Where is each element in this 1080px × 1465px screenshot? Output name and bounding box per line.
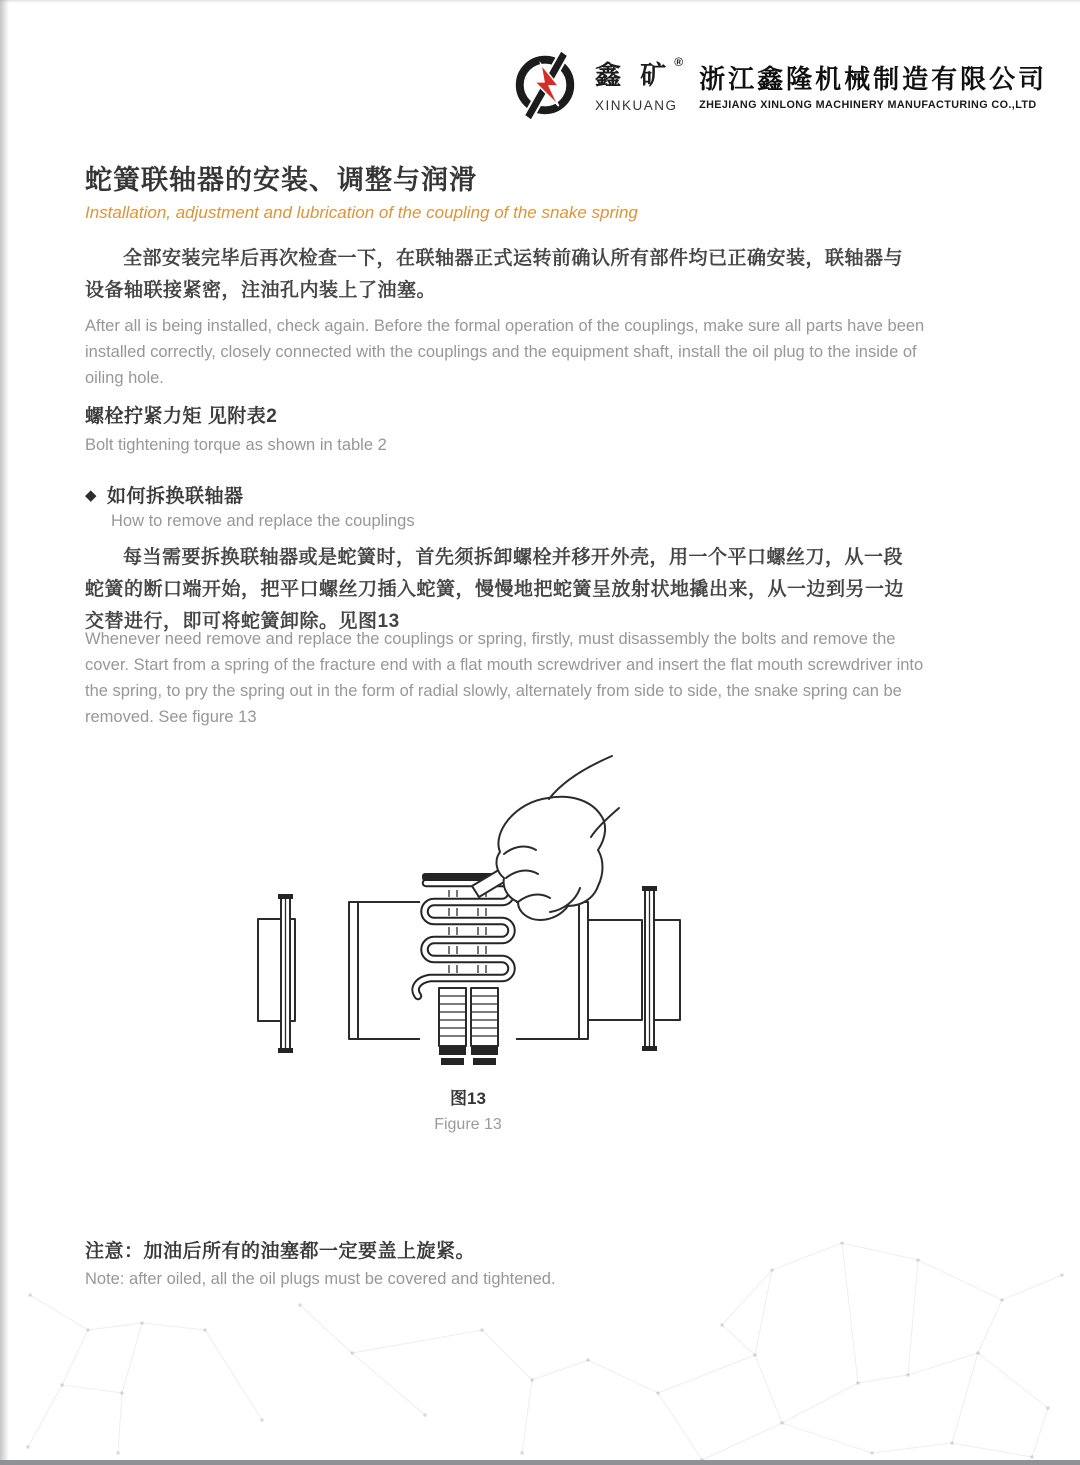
figure-caption (268, 1084, 668, 1134)
coupling-drawing (250, 742, 850, 1082)
bolt-torque-heading-cn: 螺栓拧紧力矩 见附表2 (85, 406, 278, 427)
network-watermark (0, 1225, 1080, 1460)
page-title-en: Installation, adjustment and lubrication of the coupling of the snake spring (85, 203, 638, 222)
note-en: Note: after oiled, all the oil plugs must be covered and tightened. (85, 1270, 556, 1288)
header (505, 45, 1047, 125)
note-cn: 注意：加油后所有的油塞都一定要盖上旋紧。 (85, 1241, 476, 1262)
intro-paragraph-cn: 全部安装完毕后再次检查一下，在联轴器正式运转前确认所有部件均已正确安装，联轴器与设备轴联接紧密，注油孔内装上了油塞。 (85, 248, 904, 301)
intro-paragraph-en: After all is being installed, check again. Before the formal operation of the couplings, make sure all parts have been installed correctly, closely connected with the couplings and the equipment shaft, install the oil plug to the inside of oiling hole. (85, 317, 925, 387)
diamond-bullet-icon: ◆ (85, 487, 98, 504)
how-to-remove-heading-en: How to remove and replace the couplings (111, 512, 415, 530)
page-left-edge (0, 0, 9, 1465)
company-name-en: ZHEJIANG XINLONG MACHINERY MANUFACTURING CO.,LTD (699, 99, 1037, 111)
hand (497, 756, 619, 920)
registered-mark: ® (674, 55, 684, 69)
removal-steps-en: Whenever need remove and replace the couplings or spring, firstly, must disassembly the bolts and remove the cover. Start from a spring of the fracture end with a flat mouth screwdriver and insert the flat mouth screwdriver into the spring, to pry the spring out in the form of radial slowly, alternately from side to side, the snake spring can be removed. See figure 13 (85, 630, 924, 726)
removal-steps-cn: 每当需要拆换联轴器或是蛇簧时，首先须拆卸螺栓并移开外壳，用一个平口螺丝刀，从一段蛇簧的断口端开始，把平口螺丝刀插入蛇簧，慢慢地把蛇簧呈放射状地撬出来，从一边到另一边交替进行，即可将蛇簧卸除。见图13 (85, 547, 905, 632)
figure-13 (250, 742, 850, 1082)
xinkuang-logo-icon (505, 45, 585, 125)
logo-text (595, 55, 683, 113)
page-top-edge (0, 0, 1080, 3)
how-to-remove-label: 如何拆换联轴器 (107, 486, 244, 507)
page-bottom-edge (0, 1460, 1080, 1465)
page-title-cn: 蛇簧联轴器的安装、调整与润滑 (85, 165, 477, 195)
how-to-remove-heading-cn (85, 481, 244, 508)
company-name-cn: 浙江鑫隆机械制造有限公司 (699, 64, 1048, 94)
figure-caption-cn: 图13 (450, 1089, 486, 1108)
bolt-torque-heading-en: Bolt tightening torque as shown in table 2 (85, 436, 387, 454)
brand-name-cn: 鑫 矿 (595, 60, 673, 90)
figure-caption-en: Figure 13 (434, 1116, 502, 1133)
title-block (85, 158, 638, 223)
brand-name-en: XINKUANG (595, 98, 678, 113)
company-block (699, 59, 1047, 111)
